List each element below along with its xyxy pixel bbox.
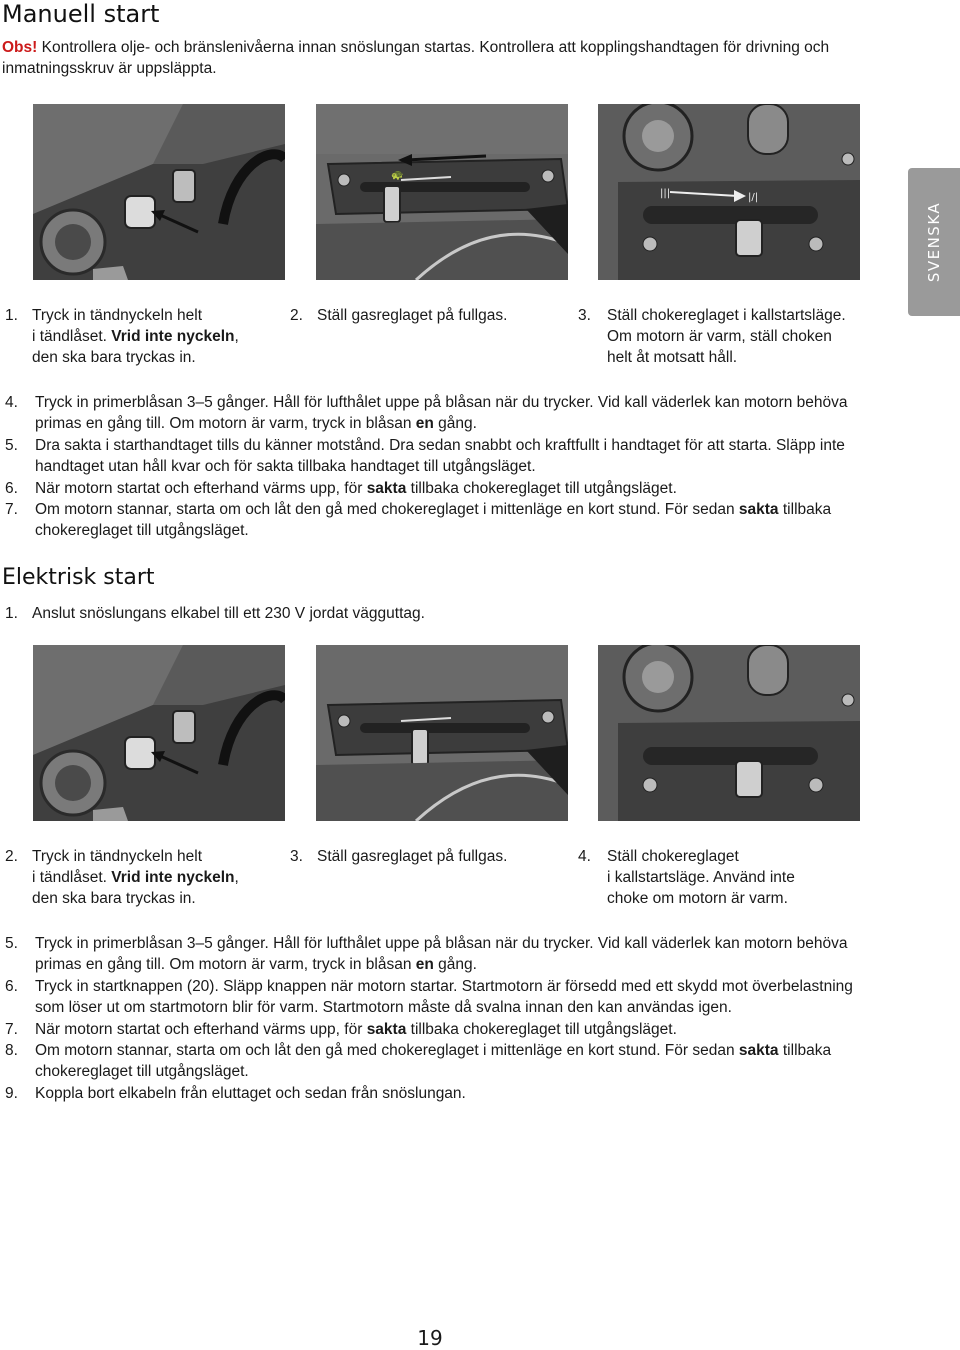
photo-choke-2 bbox=[598, 645, 860, 821]
svg-text:🐢: 🐢 bbox=[391, 170, 404, 181]
step-text: gång. bbox=[433, 956, 477, 974]
caption-line: Tryck in tändnyckeln helt bbox=[32, 848, 203, 865]
caption-line: Tryck in tändnyckeln helt bbox=[32, 307, 203, 324]
caption-bold: Vrid inte nyckeln bbox=[111, 869, 235, 886]
step-text: Tryck in primerblåsan 3–5 gånger. Håll för lufthålet uppe på blåsan när du trycker. Vid kall väderlek kan motorn behöva primas en gång till. Om motorn är varm, tryck in blåsan bbox=[35, 935, 848, 974]
step-text: När motorn startat och efterhand värms upp, för bbox=[35, 479, 367, 497]
step-number: 4. bbox=[5, 394, 18, 411]
photo-choke bbox=[598, 104, 860, 280]
step-text: Tryck in startknappen (20). Släpp knappen när motorn startar. Startmotorn är försedd med ett skydd mot överbelastning som löser ut om startmotorn blir för varm. Startmotorn måste då svalna innan den kan användas igen. bbox=[35, 977, 853, 1017]
ignition-key-illustration bbox=[33, 645, 285, 821]
language-tab bbox=[908, 168, 960, 316]
caption-line: Ställ chokereglaget bbox=[607, 848, 739, 865]
warning-text: Kontrollera olje- och bränslenivåerna innan snöslungan startas. Kontrollera att kopplingshandtagen för drivning och inmatningsskruv är uppsläppta. bbox=[2, 39, 830, 77]
caption-number: 1. bbox=[5, 307, 18, 324]
electric-step-1 bbox=[5, 603, 845, 624]
step-text: tillbaka chokereglaget till utgångsläget. bbox=[35, 501, 832, 540]
step-text: Om motorn stannar, starta om och låt den gå med chokereglaget i mittenläge en kort stund. För sedan bbox=[35, 1042, 739, 1060]
caption-number: 2. bbox=[5, 848, 18, 865]
caption-number: 4. bbox=[578, 848, 591, 865]
step-text: tillbaka chokereglaget till utgångsläget. bbox=[406, 479, 677, 497]
manual-start-heading: Manuell start bbox=[2, 0, 160, 28]
ignition-key-illustration bbox=[33, 104, 285, 280]
step-number: 5. bbox=[5, 935, 18, 952]
step-text: Tryck in primerblåsan 3–5 gånger. Håll för lufthålet uppe på blåsan när du trycker. Vid kall väderlek kan motorn behöva primas en gång till. Om motorn är varm, tryck in blåsan bbox=[35, 394, 848, 433]
step-bold: en bbox=[415, 956, 434, 974]
caption-electric-3 bbox=[290, 846, 560, 867]
warning-label: Obs! bbox=[2, 39, 38, 56]
caption-manual-1 bbox=[5, 305, 275, 368]
svg-text:|/|: |/| bbox=[748, 192, 759, 203]
choke-illustration bbox=[598, 645, 860, 821]
list-item bbox=[5, 499, 855, 542]
caption-number: 2. bbox=[290, 307, 303, 324]
step-text: När motorn startat och efterhand värms upp, för bbox=[35, 1020, 367, 1038]
caption-line: Ställ gasreglaget på fullgas. bbox=[317, 307, 508, 324]
caption-line: Ställ chokereglaget i kallstartsläge. bbox=[607, 307, 846, 324]
list-item bbox=[5, 392, 855, 435]
manual-warning bbox=[2, 37, 842, 79]
caption-manual-2 bbox=[290, 305, 560, 326]
step-bold: sakta bbox=[738, 1042, 779, 1060]
photo-throttle-2 bbox=[316, 645, 568, 821]
caption-manual-3 bbox=[578, 305, 878, 368]
step-text: tillbaka chokereglaget till utgångsläget. bbox=[406, 1020, 677, 1038]
caption-line: i kallstartsläge. Använd inte bbox=[607, 869, 795, 886]
list-item bbox=[5, 478, 855, 499]
step-text: gång. bbox=[433, 415, 477, 433]
manual-steps-list bbox=[5, 392, 855, 542]
caption-line: helt åt motsatt håll. bbox=[607, 349, 738, 366]
step-number: 5. bbox=[5, 436, 18, 454]
step-number: 9. bbox=[5, 1084, 18, 1102]
list-item bbox=[5, 1083, 855, 1104]
caption-line: Ställ gasreglaget på fullgas. bbox=[317, 848, 508, 865]
photo-ignition-key bbox=[33, 104, 285, 280]
caption-line: den ska bara tryckas in. bbox=[32, 349, 196, 366]
electric-start-heading: Elektrisk start bbox=[2, 565, 155, 590]
list-item bbox=[5, 1019, 855, 1040]
caption-number: 3. bbox=[578, 307, 591, 324]
step-number: 7. bbox=[5, 1020, 18, 1038]
caption-line: , bbox=[234, 869, 239, 886]
caption-number: 3. bbox=[290, 848, 303, 865]
step-text: Om motorn stannar, starta om och låt den gå med chokereglaget i mittenläge en kort stund. För sedan bbox=[35, 501, 739, 519]
step-number: 1. bbox=[5, 605, 18, 622]
caption-electric-4 bbox=[578, 846, 878, 909]
caption-line: i tändlåset. bbox=[32, 328, 112, 345]
caption-line: choke om motorn är varm. bbox=[607, 890, 788, 907]
photo-throttle bbox=[316, 104, 568, 280]
list-item bbox=[5, 1040, 855, 1083]
step-bold: sakta bbox=[738, 501, 779, 519]
step-bold: en bbox=[415, 415, 434, 433]
list-item bbox=[5, 435, 855, 478]
step-number: 6. bbox=[5, 977, 18, 995]
page-number: 19 bbox=[417, 1326, 443, 1350]
photo-ignition-key-2 bbox=[33, 645, 285, 821]
step-bold: sakta bbox=[366, 479, 407, 497]
caption-bold: Vrid inte nyckeln bbox=[111, 328, 235, 345]
step-number: 7. bbox=[5, 501, 18, 519]
step-bold: sakta bbox=[366, 1020, 407, 1038]
step-number: 6. bbox=[5, 479, 18, 497]
svg-text:|||: ||| bbox=[660, 188, 671, 199]
step-text: Dra sakta i starthandtaget tills du känner motstånd. Dra sedan snabbt och kraftfullt i handtaget för att starta. Släpp inte handtaget utan håll kvar och för sakta tillbaka handtaget till utgångsläget. bbox=[35, 436, 845, 476]
throttle-illustration bbox=[316, 645, 568, 821]
list-item bbox=[5, 976, 855, 1019]
throttle-illustration bbox=[316, 104, 568, 280]
language-tab-label: SVENSKA bbox=[925, 201, 943, 283]
caption-line: den ska bara tryckas in. bbox=[32, 890, 196, 907]
caption-electric-2 bbox=[5, 846, 275, 909]
step-text: Anslut snöslungans elkabel till ett 230 V jordat vägguttag. bbox=[32, 605, 425, 622]
electric-steps-list bbox=[5, 933, 855, 1104]
step-text: Koppla bort elkabeln från eluttaget och sedan från snöslungan. bbox=[35, 1084, 466, 1102]
caption-line: , bbox=[234, 328, 239, 345]
choke-illustration bbox=[598, 104, 860, 280]
caption-line: i tändlåset. bbox=[32, 869, 112, 886]
step-number: 8. bbox=[5, 1042, 18, 1060]
step-text: tillbaka chokereglaget till utgångsläget. bbox=[35, 1042, 832, 1081]
list-item bbox=[5, 933, 855, 976]
caption-line: Om motorn är varm, ställ choken bbox=[607, 328, 832, 345]
